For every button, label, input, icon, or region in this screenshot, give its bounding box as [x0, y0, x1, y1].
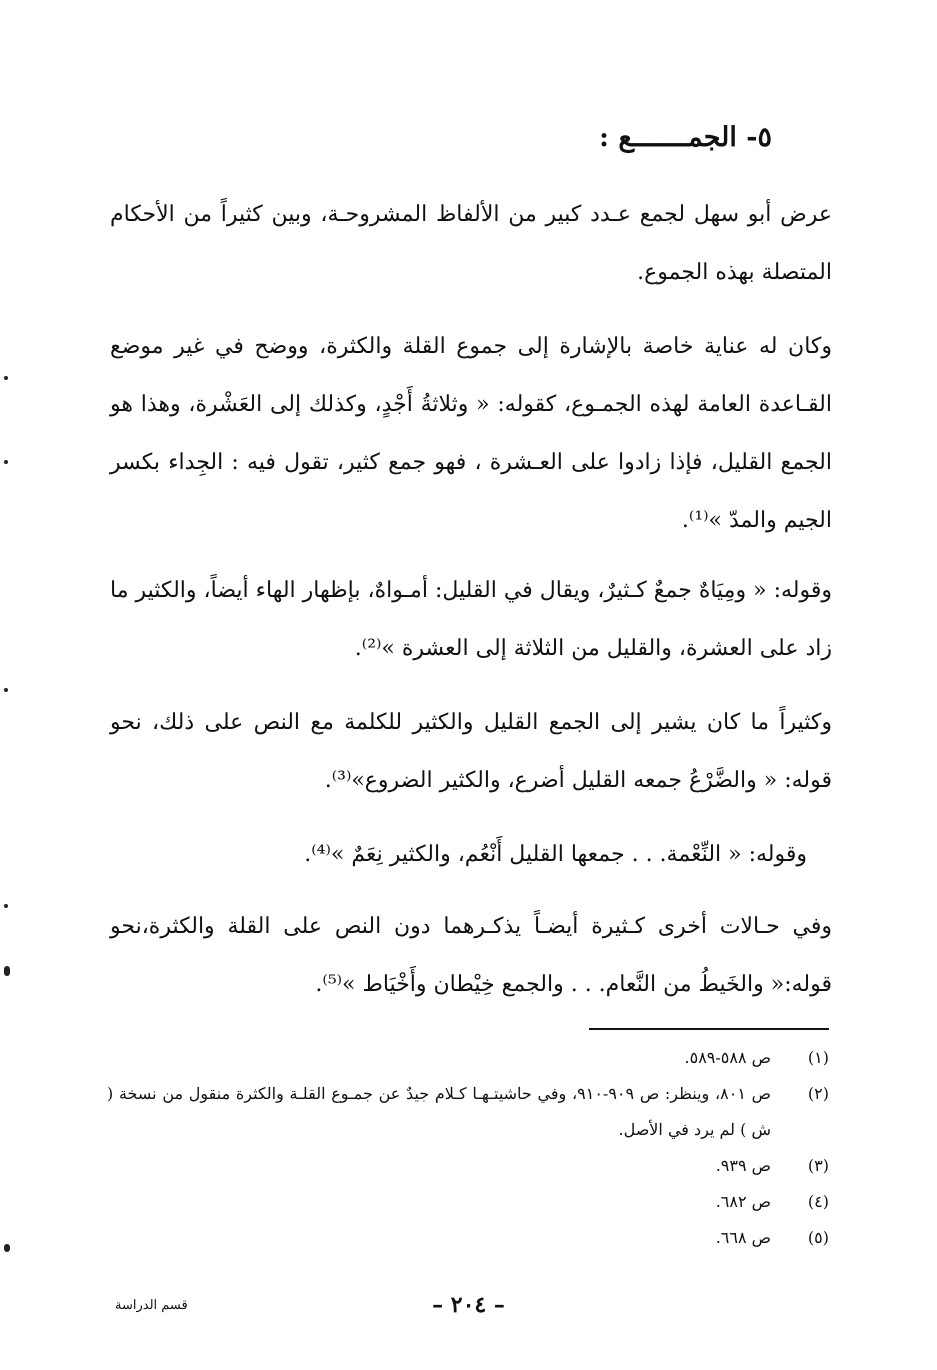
footnote-separator	[589, 1028, 829, 1030]
page-number: – ٢٠٤ –	[432, 1292, 505, 1318]
footnote-text: ص ٦٨٢.	[715, 1192, 771, 1211]
footnote-item	[107, 1220, 829, 1256]
footnote-text: ص ٩٣٩.	[715, 1156, 771, 1175]
scan-speck	[4, 966, 10, 976]
footnote-list	[107, 1040, 829, 1256]
paragraph-3: وقوله: « ومِيَاهٌ جمعٌ كـثيرٌ، ويقال في القليل: أمـواهٌ، بإظهار الهاء أيضاً، والكثير ما زاد على العشرة، والقليل من الثلاثة إلى العشرة »⁽²⁾.	[110, 578, 832, 661]
paragraph-5: وقوله: « النِّعْمة. . . جمعها القليل أَنْعُم، والكثير نِعَمٌ »⁽⁴⁾.	[304, 842, 807, 867]
footnote-item	[107, 1184, 829, 1220]
footnote-number: (٤)	[807, 1192, 829, 1211]
section-heading: ٥- الجمـــــــع :	[599, 122, 772, 153]
footnote-number: (١)	[807, 1048, 829, 1067]
paragraph-2: وكان له عناية خاصة بالإشارة إلى جموع القلة والكثرة، ووضح في غير موضع القـاعدة العامة لهذه الجمـوع، كقوله: « وثلاثةُ أَجْدٍ، وكذلك إلى العَشْرة، وهذا هو الجمع القليل، فإذا زادوا على العـشرة ، فهو جمع كثير، تقول فيه : الجِداء بكسر الجيم والمدّ »⁽¹⁾.	[110, 334, 832, 533]
footnote-number: (٥)	[807, 1228, 829, 1247]
footnote-number: (٢)	[807, 1084, 829, 1103]
footnote-item	[107, 1148, 829, 1184]
footnote-item	[107, 1076, 829, 1148]
scan-speck	[4, 460, 8, 464]
scan-speck	[4, 376, 8, 380]
footnote-item	[107, 1040, 829, 1076]
paragraph-1: عرض أبو سهل لجمع عـدد كبير من الألفاظ المشروحـة، وبين كثيراً من الأحكام المتصلة بهذه الجموع.	[110, 202, 832, 285]
running-footer-label: قسم الدراسة	[115, 1298, 188, 1313]
paragraph-6: وفي حـالات أخرى كـثيرة أيضـاً يذكـرهما دون النص على القلة والكثرة،نحو قوله:« والخَيطُ من النَّعام. . . والجمع خِيْطان وأَخْيَاط »⁽⁵⁾.	[110, 914, 832, 997]
scan-speck	[4, 904, 8, 908]
footnote-text: ص ٥٨٨-٥٨٩.	[684, 1048, 771, 1067]
footnote-text: ص ٨٠١، وينظر: ص ٩٠٩-٩١٠، وفي حاشيتـهـا كـلام جيدٌ عن جمـوع القلـة والكثرة منقول من نسخة ( ش ) لم يرد في الأصل.	[107, 1084, 771, 1139]
footnote-number: (٣)	[807, 1156, 829, 1175]
scan-speck	[4, 688, 8, 692]
footnote-text: ص ٦٦٨.	[715, 1228, 771, 1247]
scan-speck	[4, 1244, 10, 1252]
paragraph-4: وكثيراً ما كان يشير إلى الجمع القليل والكثير للكلمة مع النص على ذلك، نحو قوله: « والضَّرْعُ جمعه القليل أضرع، والكثير الضروع»⁽³⁾.	[110, 710, 832, 793]
